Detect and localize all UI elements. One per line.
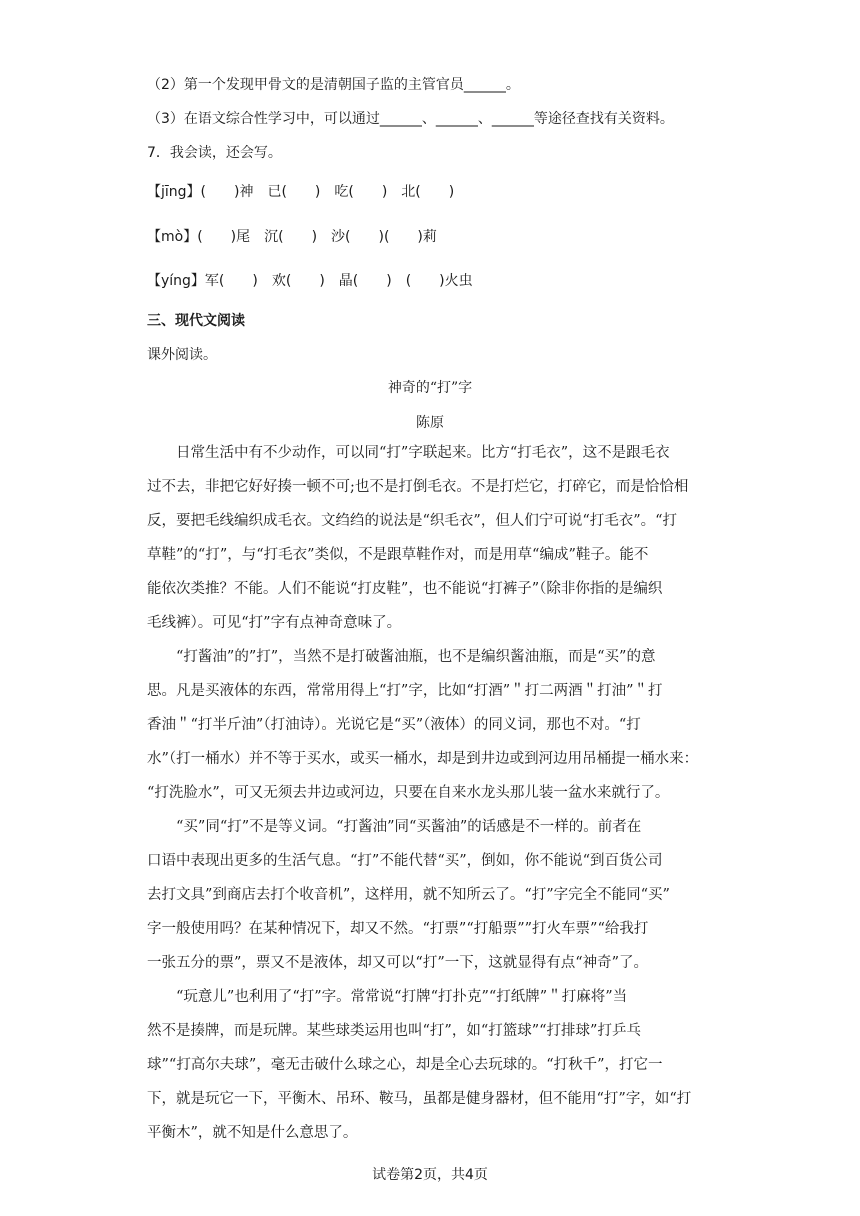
paragraph-line: “打酱油”的”打”，当然不是打破酱油瓶，也不是编织酱油瓶，而是“买”的意 bbox=[147, 649, 656, 665]
paragraph-line: 水”（打一桶水）并不等于买水，或买一桶水，却是到井边或到河边用吊桶提一桶水来： bbox=[147, 751, 699, 767]
paragraph-line: 香油＂“打半斤油”（打油诗）。光说它是“买”（液体）的同义词，那也不对。“打 bbox=[147, 717, 641, 733]
paragraph-line: 毛线裤）。可见“打”字有点神奇意味了。 bbox=[147, 615, 402, 631]
question-6-3: （3）在语文综合性学习中，可以通过______、______、______等途径查找有关资料。 bbox=[147, 111, 674, 127]
question-6-2: （2）第一个发现甲骨文的是清朝国子监的主管官员______。 bbox=[147, 77, 520, 93]
question-7-row-jing: 【jīng】( )神 已( ) 吃( ) 北( ) bbox=[147, 184, 455, 200]
page-footer: 试卷第2页，共4页 bbox=[372, 1167, 488, 1183]
paragraph-line: “买”同“打”不是等义词。“打酱油”同“买酱油”的话感是不一样的。前者在 bbox=[147, 819, 642, 835]
paragraph-line: 草鞋”的“打”，与“打毛衣”类似，不是跟草鞋作对，而是用草“编成”鞋子。能不 bbox=[147, 547, 649, 563]
section-heading: 三、现代文阅读 bbox=[147, 313, 245, 329]
paragraph-line: “玩意儿”也利用了“打”字。常常说“打牌“打扑克”“打纸牌”＂打麻将”当 bbox=[147, 989, 628, 1005]
paragraph-line: 字一般使用吗？在某种情况下，却又不然。“打票”“打船票””打火车票”“给我打 bbox=[147, 921, 649, 937]
paragraph-line: 然不是揍牌，而是玩牌。某些球类运用也叫“打”，如“打篮球”“打排球”打乒乓 bbox=[147, 1023, 641, 1039]
article-author: 陈原 bbox=[416, 415, 444, 431]
paragraph-line: 下，就是玩它一下，平衡木、吊环、鞍马，虽都是健身器材，但不能用“打”字，如“打 bbox=[147, 1091, 692, 1107]
paragraph-line: “打洗脸水”，可又无须去井边或河边，只要在自来水龙头那儿装一盆水来就行了。 bbox=[147, 785, 670, 801]
paragraph-line: 球”“打高尔夫球”，毫无击破什么球之心，却是全心去玩球的。“打秋千”，打它一 bbox=[147, 1057, 663, 1073]
article-paragraph-4 bbox=[147, 980, 717, 1150]
article-title: 神奇的“打”字 bbox=[387, 380, 473, 396]
paragraph-line: 一张五分的票”，票又不是液体，却又可以“打”一下，这就显得有点“神奇”了。 bbox=[147, 955, 649, 971]
paragraph-line: 反，要把毛线编织成毛衣。文绉绉的说法是“织毛衣”，但人们宁可说“打毛衣”。“打 bbox=[147, 513, 678, 529]
paragraph-line: 过不去，非把它好好揍一顿不可;也不是打倒毛衣。不是打烂它，打碎它，而是恰恰相 bbox=[147, 479, 689, 495]
paragraph-line: 日常生活中有不少动作，可以同“打”字联起来。比方“打毛衣”，这不是跟毛衣 bbox=[147, 445, 670, 461]
section-subheading: 课外阅读。 bbox=[147, 347, 217, 363]
article-paragraph-3 bbox=[147, 810, 717, 980]
article-paragraph-2 bbox=[147, 640, 717, 810]
paragraph-line: 去打文具”到商店去打个收音机”，这样用，就不知所云了。“打”字完全不能同“买” bbox=[147, 887, 670, 903]
paragraph-line: 思。凡是买液体的东西，常常用得上“打”字，比如“打酒”＂打二两酒＂打油”＂打 bbox=[147, 683, 663, 699]
question-7-row-ying: 【yíng】军( ) 欢( ) 晶( ) ( )火虫 bbox=[147, 273, 473, 289]
question-7-title: 7．我会读，还会写。 bbox=[147, 145, 282, 161]
question-7-row-mo: 【mò】( )尾 沉( ) 沙( )( )莉 bbox=[147, 229, 437, 245]
paragraph-line: 平衡木”，就不知是什么意思了。 bbox=[147, 1125, 358, 1141]
article-paragraph-1 bbox=[147, 436, 717, 640]
paragraph-line: 能依次类推？不能。人们不能说“打皮鞋”，也不能说“打裤子”（除非你指的是编织 bbox=[147, 581, 663, 597]
paragraph-line: 口语中表现出更多的生活气息。“打”不能代替“买”，倒如，你不能说“到百货公司 bbox=[147, 853, 663, 869]
